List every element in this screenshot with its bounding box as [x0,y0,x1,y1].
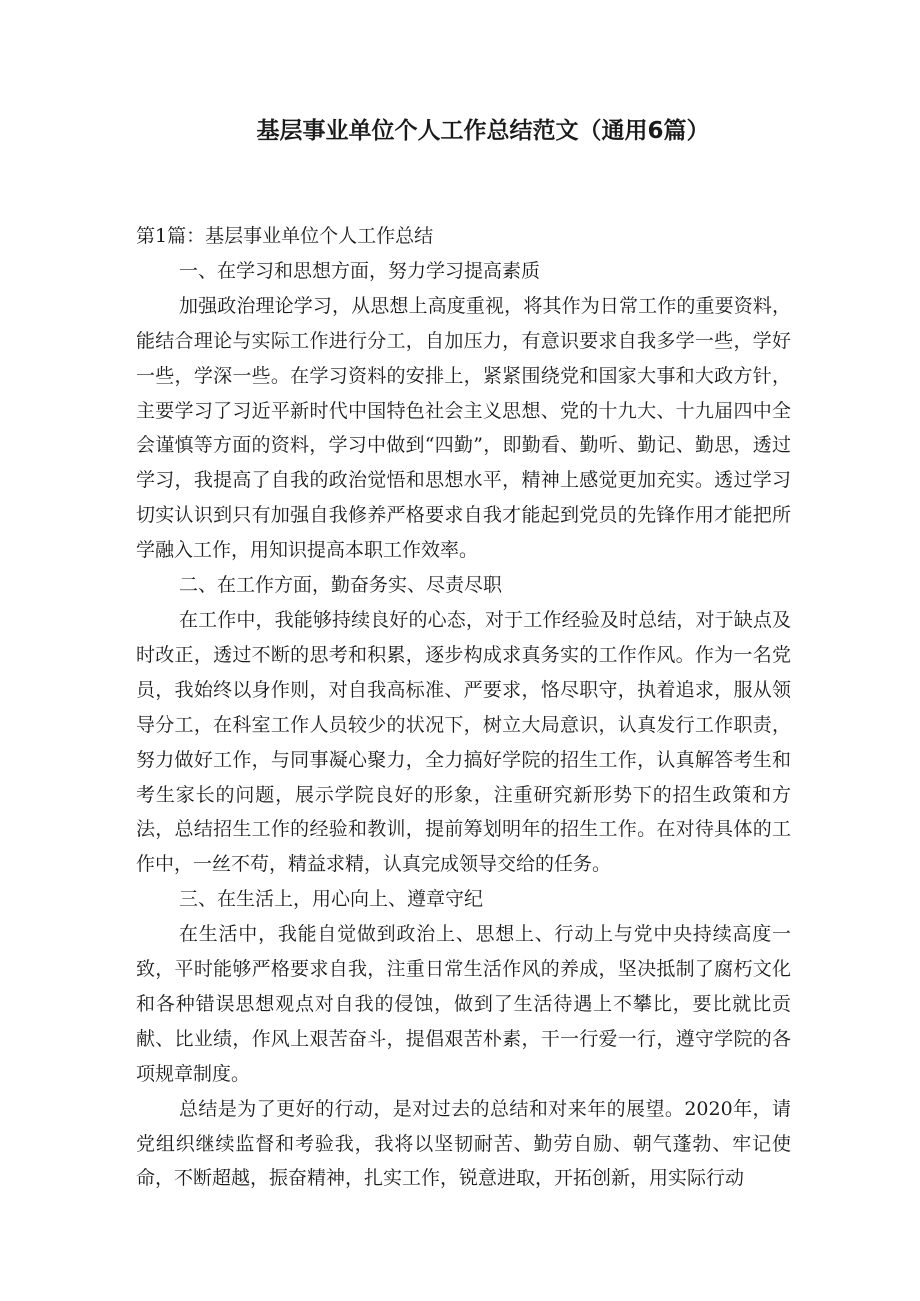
section-heading-1: 一、在学习和思想方面，努力学习提高素质 [179,259,541,282]
section-3-paragraph-1: 在生活中，我能自觉做到政治上、思想上、行动上与党中央持续高度一致，平时能够严格要求自我，注重日常生活作风的养成，坚决抵制了腐朽文化和各种错误思想观点对自我的侵蚀，做到了生活待遇上不攀比，要比就比贡献、比业绩，作风上艰苦奋斗，提倡艰苦朴素，干一行爱一行，遵守学院的各项规章制度。 [136,923,791,1085]
chapter-heading: 第1篇：基层事业单位个人工作总结 [136,225,434,247]
section-3-paragraph-2: 总结是为了更好的行动，是对过去的总结和对来年的展望。2020年，请党组织继续监督和考验我，我将以坚韧耐苦、勤劳自励、朝气蓬勃、牢记使命，不断超越，振奋精神，扎实工作，锐意进取，开拓创新，用实际行动 [136,1097,791,1190]
section-heading-2: 二、在工作方面，勤奋务实、尽责尽职 [179,574,503,597]
document-body [136,219,791,1196]
document-title: 基层事业单位个人工作总结范文（通用6篇） [256,118,710,144]
section-1-paragraph-1: 加强政治理论学习，从思想上高度重视，将其作为日常工作的重要资料，能结合理论与实际工作进行分工，自加压力，有意识要求自我多学一些，学好一些，学深一些。在学习资料的安排上，紧紧围绕党和国家大事和大政方针，主要学习了习近平新时代中国特色社会主义思想、党的十九大、十九届四中全会谨慎等方面的资料，学习中做到“四勤”，即勤看、勤听、勤记、勤思，透过学习，我提高了自我的政治觉悟和思想水平，精神上感觉更加充实。透过学习切实认识到只有加强自我修养严格要求自我才能起到党员的先锋作用才能把所学融入工作，用知识提高本职工作效率。 [136,294,791,562]
section-2-paragraph-1: 在工作中，我能够持续良好的心态，对于工作经验及时总结，对于缺点及时改正，透过不断的思考和积累，逐步构成求真务实的工作作风。作为一名党员，我始终以身作则，对自我高标准、严要求，恪尽职守，执着追求，服从领导分工，在科室工作人员较少的状况下，树立大局意识，认真发行工作职责，努力做好工作，与同事凝心聚力，全力搞好学院的招生工作，认真解答考生和考生家长的问题，展示学院良好的形象，注重研究新形势下的招生政策和方法，总结招生工作的经验和教训，提前筹划明年的招生工作。在对待具体的工作中，一丝不苟，精益求精，认真完成领导交给的任务。 [136,608,791,876]
section-heading-3: 三、在生活上，用心向上、遵章守纪 [179,888,484,911]
